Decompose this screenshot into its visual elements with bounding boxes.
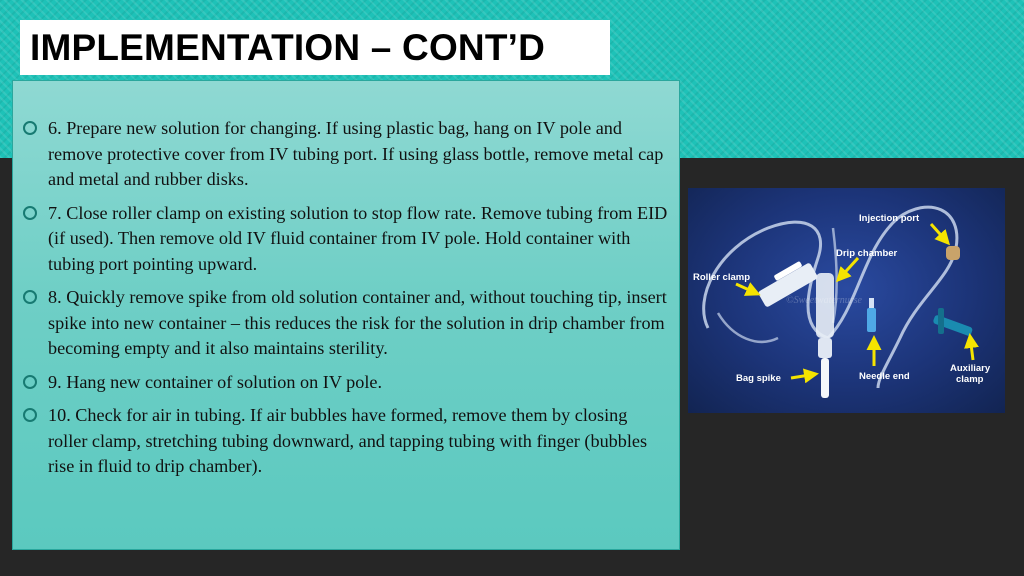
bullet-item: [23, 285, 671, 362]
bullet-item: [23, 370, 671, 396]
tubing: [718, 313, 778, 342]
circle-bullet-icon: [23, 206, 37, 220]
bullet-text: 7. Close roller clamp on existing solution to stop flow rate. Remove tubing from EID (if used). Then remove old IV fluid container from IV pole. Hold container with tubing port pointing upward.: [48, 202, 668, 274]
drip-chamber-arrow: [838, 258, 858, 280]
label-clamp: clamp: [956, 374, 984, 385]
bullet-item: [23, 403, 671, 480]
needle-end-device: [867, 298, 876, 332]
bullet-text: 8. Quickly remove spike from old solution container and, without touching tip, insert spike into new container – this reduces the risk for the solution in drip chamber from becoming empty and it also maintains sterility.: [48, 287, 667, 358]
title-box: [20, 20, 610, 75]
bullet-list: [23, 116, 671, 488]
bullet-item: [23, 201, 671, 278]
bullet-text: 10. Check for air in tubing. If air bubbles have formed, remove them by closing roller clamp, stretching tubing downward, and tapping tubing with finger (bubbles rise in fluid to drip chamber).: [48, 405, 648, 476]
bullet-item: [23, 116, 671, 193]
circle-bullet-icon: [23, 121, 37, 135]
bullet-text: 9. Hang new container of solution on IV pole.: [48, 371, 383, 392]
label-auxiliary: Auxiliary: [950, 363, 991, 374]
watermark: ©Sweetwaternurse: [786, 295, 862, 306]
bullet-text: 6. Prepare new solution for changing. If using plastic bag, hang on IV pole and remove protective cover from IV tubing port. If using glass bottle, remove metal cap and metal and rubber disks.: [48, 118, 664, 189]
injection-port-device: [946, 246, 960, 260]
label-needle-end: Needle end: [859, 371, 910, 382]
auxiliary-clamp-device: [932, 308, 973, 337]
roller-clamp-arrow: [736, 284, 758, 294]
label-injection-port: Injection port: [859, 213, 920, 224]
circle-bullet-icon: [23, 290, 37, 304]
iv-tubing-photo: [688, 188, 1005, 413]
injection-port-arrow: [931, 224, 948, 243]
slide-title: IMPLEMENTATION – CONT’D: [30, 26, 546, 68]
auxiliary-clamp-arrow: [970, 336, 973, 360]
label-bag-spike: Bag spike: [736, 373, 781, 384]
content-panel: [12, 80, 680, 550]
label-roller-clamp: Roller clamp: [693, 272, 751, 283]
circle-bullet-icon: [23, 408, 37, 422]
drip-chamber-device: [816, 273, 834, 398]
label-drip-chamber: Drip chamber: [836, 248, 898, 259]
iv-tubing-illustration: [688, 188, 1005, 413]
bag-spike-arrow: [791, 374, 816, 378]
circle-bullet-icon: [23, 375, 37, 389]
